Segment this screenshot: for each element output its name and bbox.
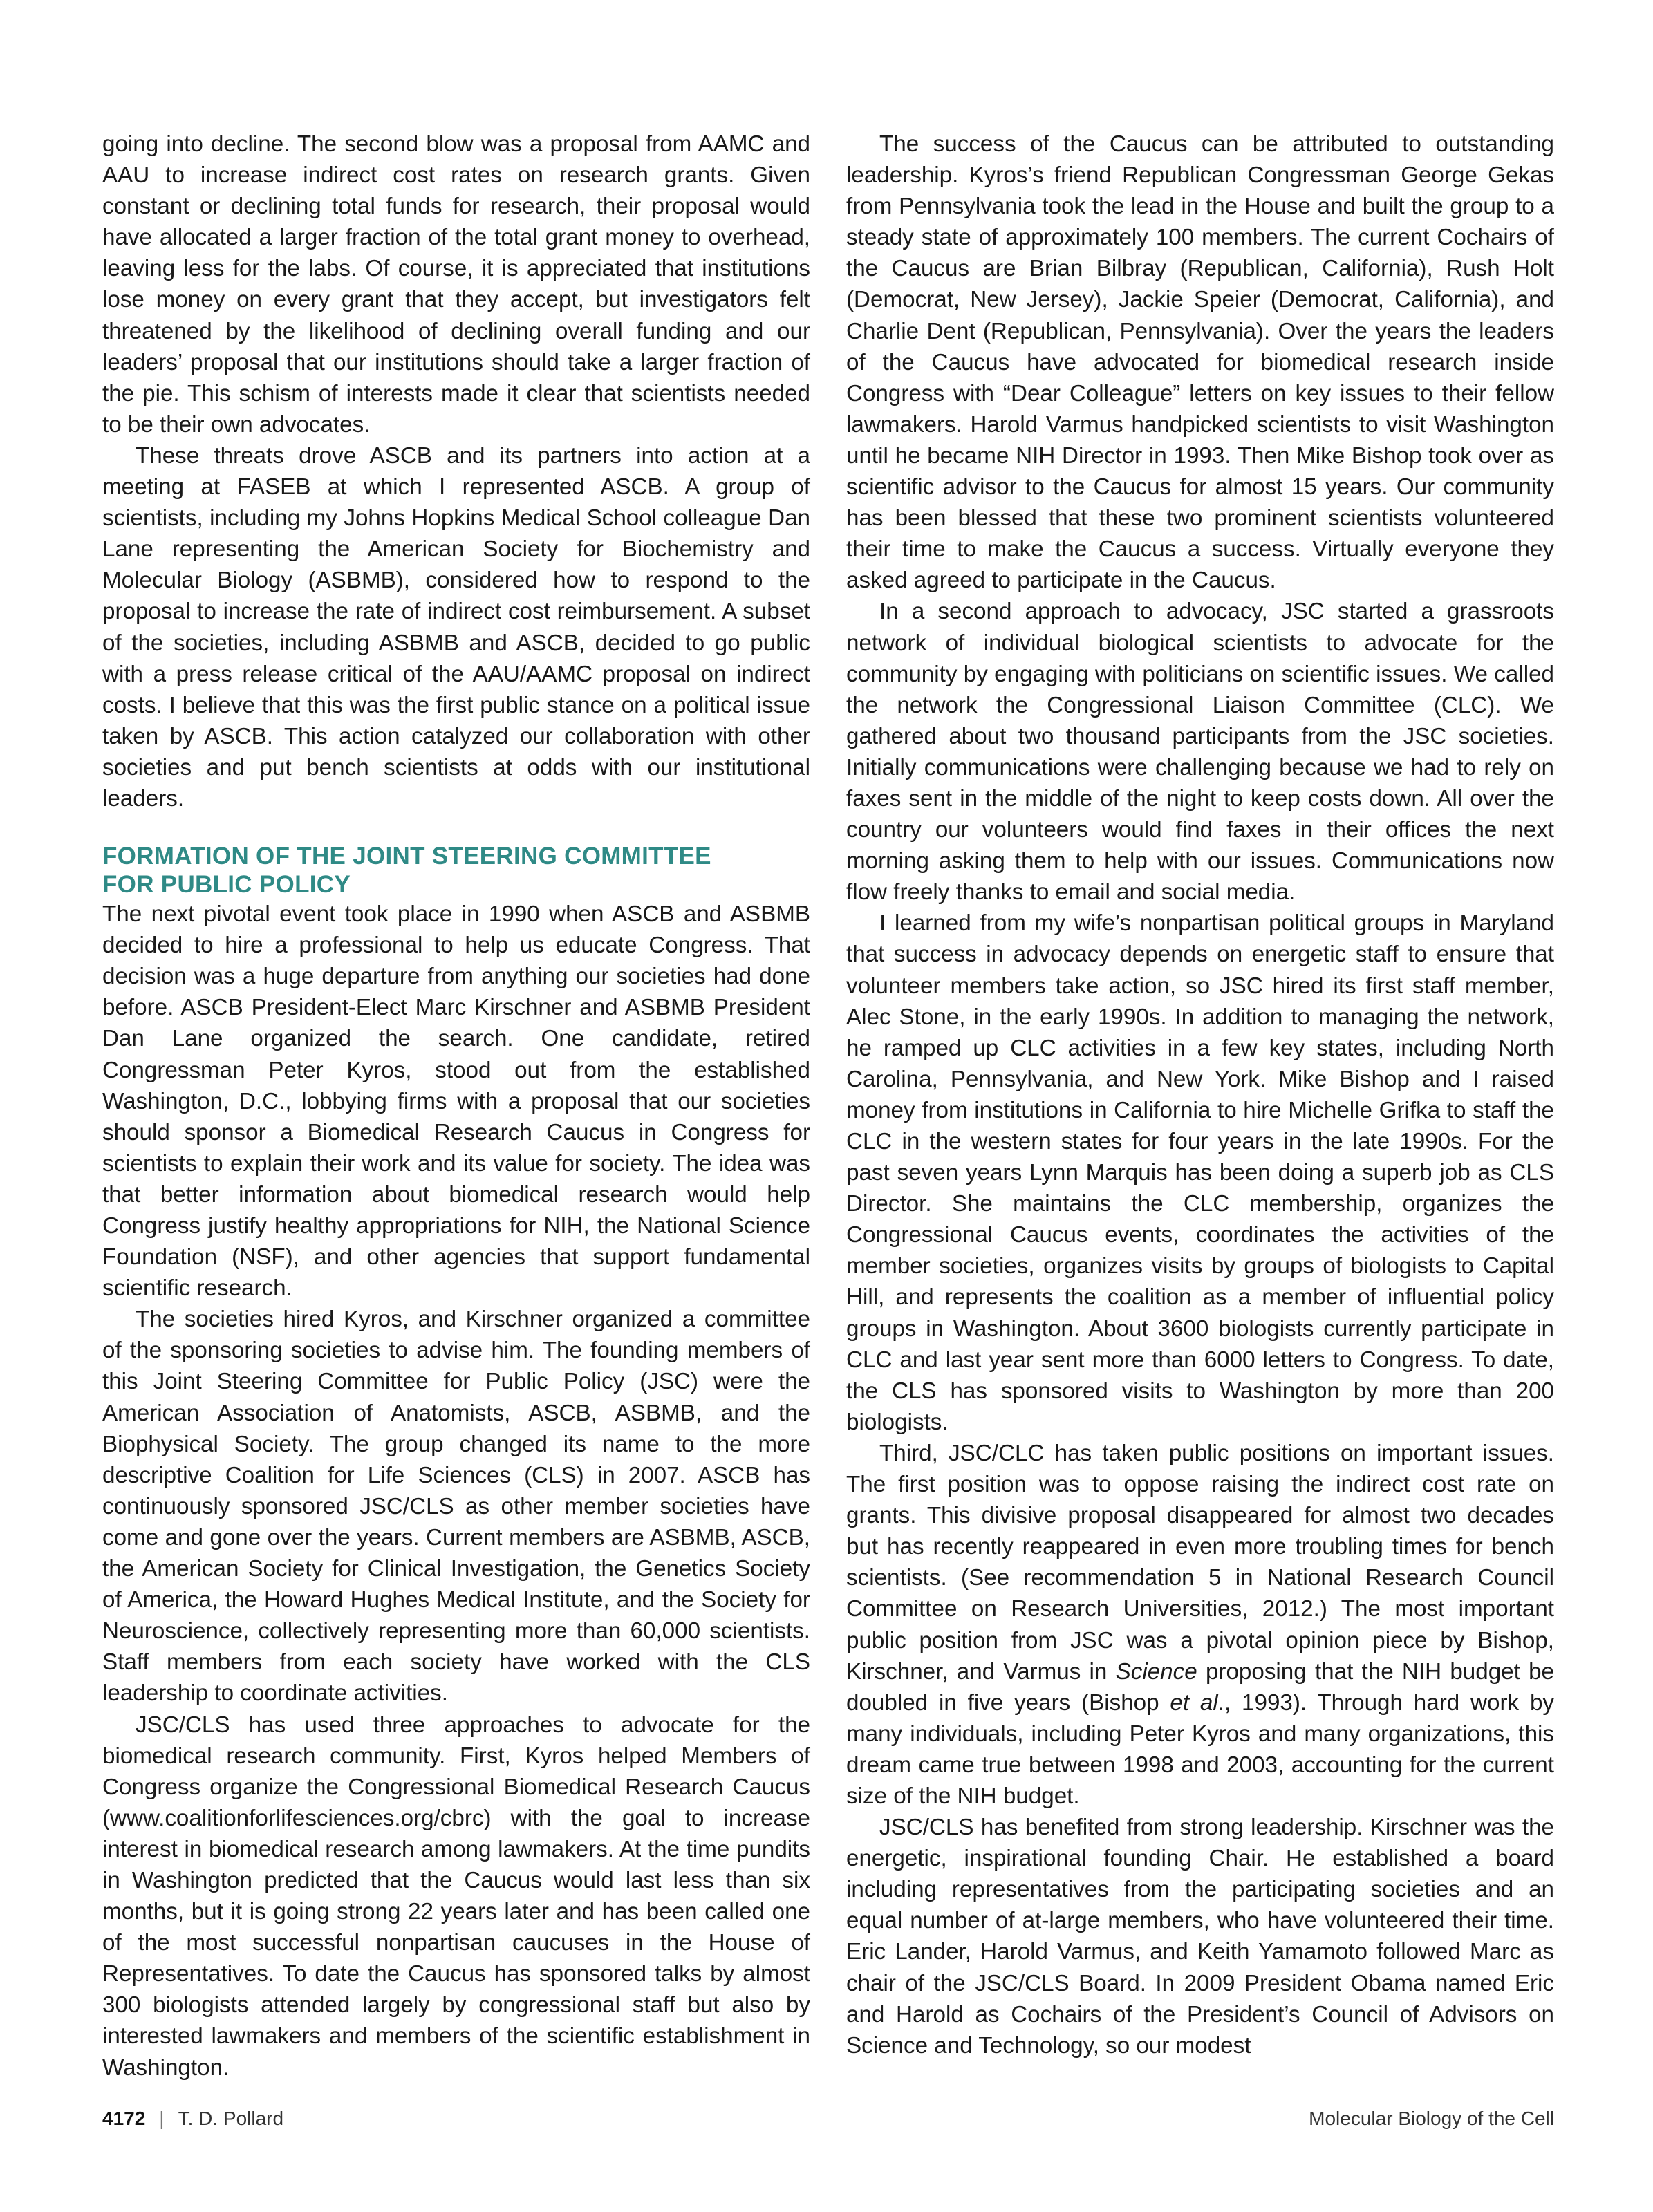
section-heading bbox=[102, 842, 810, 899]
paragraph: The next pivotal event took place in 1990 when ASCB and ASBMB decided to hire a professional to help us educate Congress. That decision was a huge departure from anything our societies had done before. ASCB President-Elect Marc Kirschner and ASBMB President Dan Lane organized the search. One candidate, retired Congressman Peter Kyros, stood out from the established Washington, D.C., lobbying firms with a proposal that our societies should sponsor a Biomedical Research Caucus in Congress for scientists to explain their work and its value for society. The idea was that better information about biomedical research would help Congress justify healthy appropriations for NIH, the National Science Foundation (NSF), and other agencies that support fundamental scientific research. bbox=[102, 901, 810, 1302]
section-heading-line: FORMATION OF THE JOINT STEERING COMMITTEE bbox=[102, 843, 711, 870]
page-footer bbox=[102, 2101, 1554, 2136]
paragraph: JSC/CLS has used three approaches to advocate for the biomedical research community. First, Kyros helped Members of Congress organize the Congressional Biomedical Research Caucus (www.coalitionforlifesciences.org/cbrc) with the goal to increase interest in biomedical research among lawmakers. At the time pundits in Washington predicted that the Caucus would last less than six months, but it is going strong 22 years later and has been called one of the most successful nonpartisan caucuses in the House of Representatives. To date the Caucus has sponsored talks by almost 300 biologists attended largely by congressional staff but also by interested lawmakers and members of the scientific establishment in Washington. bbox=[102, 1712, 810, 2081]
paragraph: In a second approach to advocacy, JSC started a grassroots network of individual biological scientists to advocate for the community by engaging with politicians on scientific issues. We called the network the Congressional Liaison Committee (CLC). We gathered about two thousand participants from the JSC societies. Initially communications were challenging because we had to rely on faxes sent in the middle of the night to keep costs down. All over the country our volunteers would find faxes in their offices the next morning asking them to help with our issues. Communications now flow freely thanks to email and social media. bbox=[846, 599, 1554, 906]
page-number: 4172 bbox=[102, 2108, 146, 2129]
paragraph: I learned from my wife’s nonpartisan political groups in Maryland that success in advocacy depends on energetic staff to ensure that volunteer members take action, so JSC hired its first staff member, Alec Stone, in the early 1990s. In addition to managing the network, he ramped up CLC activities in a few key states, including North Carolina, Pennsylvania, and New York. Mike Bishop and I raised money from institutions in California to hire Michelle Grifka to staff the CLC in the western states for four years in the late 1990s. For the past seven years Lynn Marquis has been doing a superb job as CLS Director. She maintains the CLC membership, organizes the Congressional Caucus events, coordinates the activities of the member societies, organizes visits by groups of biologists to Capital Hill, and represents the coalition as a member of influential policy groups in Washington. About 3600 biologists currently participate in CLC and last year sent more than 6000 letters to Congress. To date, the CLS has sponsored visits to Washington by more than 200 biologists. bbox=[846, 910, 1554, 1435]
paragraph: The societies hired Kyros, and Kirschner organized a committee of the sponsoring societies to advise him. The founding members of this Joint Steering Committee for Public Policy (JSC) were the American Association of Anatomists, ASCB, ASBMB, and the Biophysical Society. The group changed its name to the more descriptive Coalition for Life Sciences (CLS) in 2007. ASCB has continuously sponsored JSC/CLS as other member societies have come and gone over the years. Current members are ASBMB, ASCB, the American Society for Clinical Investigation, the Genetics Society of America, the Howard Hughes Medical Institute, and the Society for Neuroscience, collectively representing more than 60,000 scientists. Staff members from each society have worked with the CLS leadership to coordinate activities. bbox=[102, 1306, 810, 1707]
paragraph: The success of the Caucus can be attributed to outstanding leadership. Kyros’s friend Republican Congressman George Gekas from Pennsylvania took the lead in the House and built the group to a steady state of approximately 100 members. The current Cochairs of the Caucus are Brian Bilbray (Republican, California), Rush Holt (Democrat, New Jersey), Jackie Speier (Democrat, California), and Charlie Dent (Republican, Pennsylvania). Over the years the leaders of the Caucus have advocated for biomedical research inside Congress with “Dear Colleague” letters on key issues to their fellow lawmakers. Harold Varmus handpicked scientists to visit Washington until he became NIH Director in 1993. Then Mike Bishop took over as scientific advisor to the Caucus for almost 15 years. Our community has been blessed that these two prominent scientists volunteered their time to make the Caucus a success. Virtually everyone they asked agreed to participate in the Caucus. bbox=[846, 131, 1554, 594]
paragraph: JSC/CLS has benefited from strong leadership. Kirschner was the energetic, inspirational founding Chair. He established a board including representatives from the participating societies and an equal number of at-large members, who have volunteered their time. Eric Lander, Harold Varmus, and Keith Yamamoto followed Marc as chair of the JSC/CLS Board. In 2009 President Obama named Eric and Harold as Cochairs of the President’s Council of Advisors on Science and Technology, so our modest bbox=[846, 1815, 1554, 2059]
footer-separator: | bbox=[159, 2108, 165, 2129]
paragraph-text: Third, JSC/CLC has taken public positions on important issues. The first position was to oppose raising the indirect cost rate on grants. This divisive proposal disappeared for almost two decades but has recently reappeared in even more troubling times for bench scientists. (See recommendation 5 in National Research Council Committee on Research Universities, 2012.) The most important public position from JSC was a pivotal opinion piece by Bishop, Kirschner, and Varmus in bbox=[846, 1440, 1554, 1685]
section-heading-line: FOR PUBLIC POLICY bbox=[102, 871, 351, 899]
paragraph: going into decline. The second blow was a proposal from AAMC and AAU to increase indirect cost rates on research grants. Given constant or declining total funds for research, their proposal would have allocated a larger fraction of the total grant money to overhead, leaving less for the labs. Of course, it is appreciated that institutions lose money on every grant that they accept, but investigators felt threatened by the likelihood of declining overall funding and our leaders’ proposal that our institutions should take a larger fraction of the pie. This schism of interests made it clear that scientists needed to be their own advocates. bbox=[102, 131, 810, 438]
paragraph: These threats drove ASCB and its partners into action at a meeting at FASEB at which I represented ASCB. A group of scientists, including my Johns Hopkins Medical School colleague Dan Lane representing the American Society for Biochemistry and Molecular Biology (ASBMB), considered how to respond to the proposal to increase the rate of indirect cost reimbursement. A subset of the societies, including ASBMB and ASCB, decided to go public with a press release critical of the AAU/AAMC proposal on indirect costs. I believe that this was the first public stance on a political issue taken by ASCB. This action catalyzed our collaboration with other societies and put bench scientists at odds with our institutional leaders. bbox=[102, 442, 810, 812]
footer-author: T. D. Pollard bbox=[178, 2108, 284, 2129]
paragraph-text: proposing that the NIH budget be doubled in five years (Bishop bbox=[846, 1658, 1554, 1716]
paragraph bbox=[846, 1438, 1554, 1812]
journal-name: Molecular Biology of the Cell bbox=[1309, 2108, 1554, 2129]
left-column bbox=[102, 129, 810, 2083]
paragraph-text: ., 1993). Through hard work by many individuals, including Peter Kyros and many organizations, this dream came true between 1998 and 2003, accounting for the current size of the NIH budget. bbox=[846, 1689, 1554, 1809]
right-column bbox=[846, 129, 1554, 2061]
journal-title-italic: Science bbox=[1115, 1658, 1197, 1685]
et-al-italic: et al bbox=[1170, 1689, 1218, 1716]
